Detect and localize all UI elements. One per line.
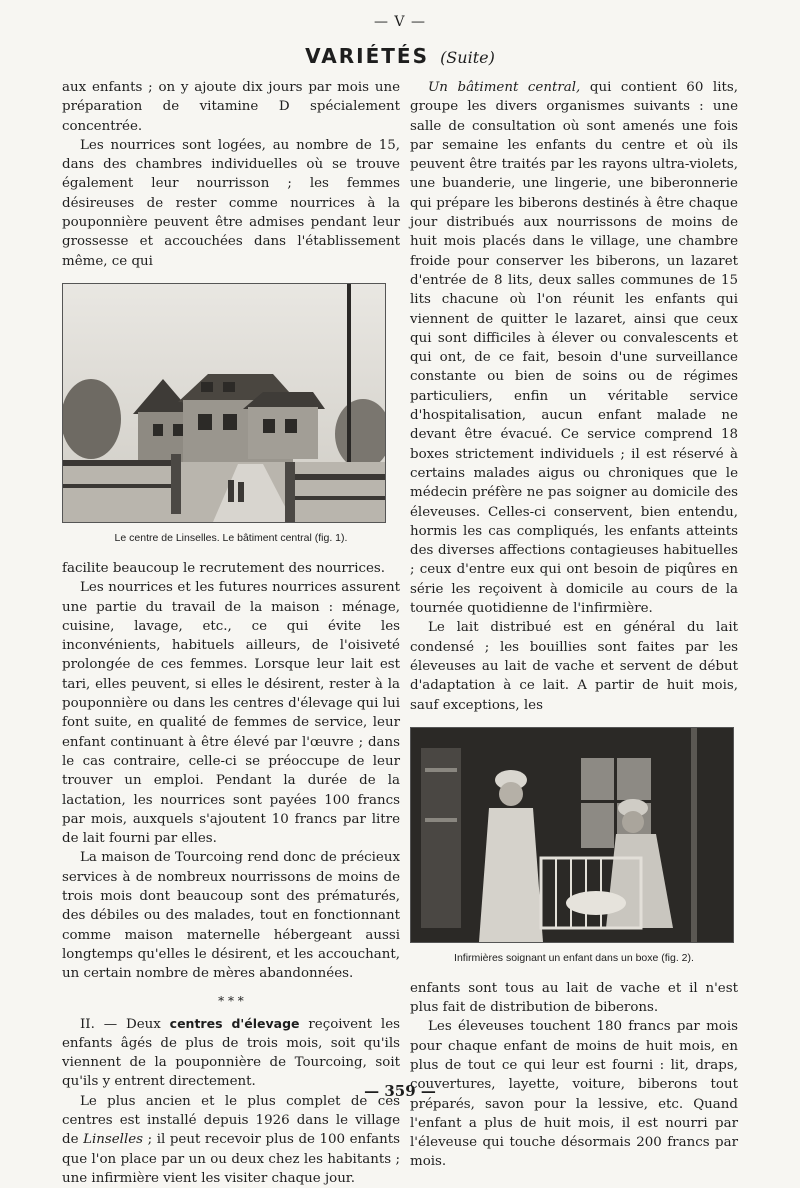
place-name: Linselles [83,1132,144,1148]
paragraph [62,1014,400,1092]
section-separator: * * * [218,993,244,1008]
nurses-photo-illustration [411,728,733,942]
page-number: — 359 — [364,1082,436,1100]
right-column [410,78,738,1172]
paragraph-text: Le plus ancien et le plus complet de ces centres est installé depuis 1926 dans le village de [62,1093,400,1148]
figure-1-photo [62,283,386,523]
paragraph: aux enfants ; on y ajoute dix jours par mois une préparation de vitamine D spécialement concentrée. [62,80,400,134]
figure-2-photo [410,727,734,943]
paragraph: facilite beaucoup le recrutement des nourrices. [62,560,386,576]
figure-1-caption: Le centre de Linselles. Le bâtiment central (fig. 1). [114,531,348,544]
paragraph: La maison de Tourcoing rend donc de précieux services à de nombreux nourrissons de moins de trois mois dont beaucoup sont des prématurés, des débiles ou des malades, tout en fonctionnant comme maison maternelle hébergeant aussi longtemps qu'elles le désirent, et les accouchant, un certain nombre de mères abandonnées. [62,850,400,982]
section-number: II. — Deux [80,1016,161,1032]
bold-term: centres d'élevage [169,1015,300,1031]
paragraph-text: reçoivent les enfants âgés de plus de trois mois, soit qu'ils viennent de la pouponnière de Tourcoing, soit qu'ils y entrent directement. [62,1016,400,1090]
figure-2-caption: Infirmières soignant un enfant dans un boxe (fig. 2). [454,951,694,964]
paragraph [62,1092,400,1188]
paragraph: Le lait distribué est en général du lait condensé ; les bouillies sont faites par les éleveuses au lait de vache et servent de début d'adaptation à ce lait. A partir de huit mois, sauf exceptions, les [410,620,738,713]
left-column [62,78,400,1188]
paragraph-text: qui contient 60 lits, groupe les divers organismes suivants : une salle de consultation où sont amenés une fois par semaine les enfants du centre et où ils peuvent être traités par les rayons ultra-violets, une buanderie, une lingerie, une biberonnerie qui prépare les biberons destinés à être chaque jour distribués aux nourrissons de moins de huit mois placés dans le village, une chambre froide pour conserver les biberons, un lazaret d'entrée de 8 lits, deux salles communes de 15 lits chacune où l'on réunit les enfants qui viennent de quitter le lazaret, ainsi que ceux qui sont difficiles à élever ou convalescents et qui ont, de ce fait, besoin d'une surveillance constante ou bien de soins ou de régimes particuliers, enfin un véritable service d'hospitalisation, aucun enfant malade ne devant être évacué. Ce service comprend 18 boxes strictement individuels ; il est réservé à certains malades aigus ou chroniques que le médecin préfère ne pas soigner au domicile des éleveuses. Celles-ci conservent, bien entendu, hormis les cas compliqués, les enfants atteints des diverses affections contagieuses habituelles ; ceux d'entre eux qui ont besoin de piqûres en série les reçoivent à domicile au cours de la tournée quotidienne de l'infirmière. [410,80,738,617]
paragraph: Les nourrices sont logées, au nombre de 15, dans des chambres individuelles où se trouve également leur nourrisson ; les femmes désireuses de rester comme nourrices à la pouponnière peuvent être admises pendant leur grossesse et accouchées dans l'établissement même, ce qui [62,137,400,269]
paragraph: Les éleveuses touchent 180 francs par mois pour chaque enfant de moins de huit mois, en plus de tout ce qui leur est fourni : lit, draps, couvertures, layette, voiture, biberons tout préparés, savon pour la lessive, etc. Quand l'enfant a plus de huit mois, il est nourri par l'éleveuse qui touche désormais 200 francs par mois. [410,1019,738,1170]
paragraph: Les nourrices et les futures nourrices assurent une partie du travail de la maison : ménage, cuisine, lavage, etc., ce qui évite les inconvénients, habituels ailleurs, de l'oisiveté prolongée de ces femmes. Lorsque leur lait est tari, elles peuvent, si elles le désirent, rester à la pouponnière ou dans les centres d'élevage qui lui font suite, en qualité de femmes de service, leur enfant continuant à être élevé par l'œuvre ; dans le cas contraire, celle-ci se préoccupe de leur trouver un emploi. Pendant la durée de la lactation, les nourrices sont payées 100 francs par mois, auxquels s'ajoutent 10 francs par litre de lait fourni par elles. [62,580,400,847]
paragraph-text: ; il peut recevoir plus de 100 enfants que l'on place par un ou deux chez les habitants ; une infirmière vient les visiter chaque jour. [62,1132,400,1186]
paragraph: enfants sont tous au lait de vache et il n'est plus fait de distribution de biberons. [410,980,738,1016]
page-roman-numeral: — V — [373,14,426,30]
emphasis-text: Un bâtiment central, [428,80,581,95]
section-subtitle: (Suite) [440,48,495,67]
section-title: VARIÉTÉS [305,44,429,68]
paragraph [410,78,738,618]
building-photo-illustration [63,284,385,522]
section-heading [0,44,800,68]
